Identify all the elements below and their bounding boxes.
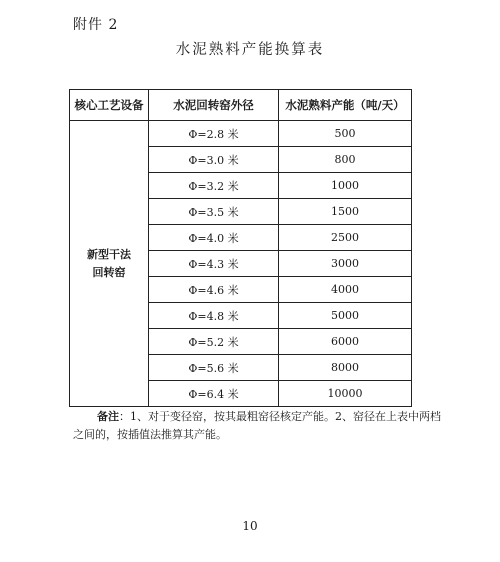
attachment-label: 附件 2: [73, 17, 119, 33]
capacity-cell: 10000: [279, 381, 412, 407]
diameter-cell: Φ=3.0 米: [149, 147, 279, 173]
note-label: 备注: [97, 410, 119, 423]
diameter-cell: Φ=4.6 米: [149, 277, 279, 303]
capacity-cell: 1000: [279, 173, 412, 199]
note-text: ：1、对于变径窑，按其最粗窑径核定产能。2、窑径在上表中两档之间的，按插值法推算其产能。: [73, 410, 441, 441]
process-line-1: 新型干法: [87, 247, 131, 261]
page-number: 10: [242, 519, 258, 533]
table-note: [73, 408, 443, 444]
table-row: [70, 121, 412, 147]
capacity-cell: 2500: [279, 225, 412, 251]
header-clinker-capacity: 水泥熟料产能（吨/天）: [279, 90, 412, 121]
capacity-cell: 1500: [279, 199, 412, 225]
capacity-conversion-table: [69, 89, 412, 407]
diameter-cell: Φ=4.0 米: [149, 225, 279, 251]
capacity-cell: 3000: [279, 251, 412, 277]
process-line-2: 回转窑: [92, 265, 126, 279]
page-title: 水泥熟料产能换算表: [175, 42, 325, 58]
header-kiln-diameter: 水泥回转窑外径: [149, 90, 279, 121]
diameter-cell: Φ=3.5 米: [149, 199, 279, 225]
capacity-cell: 6000: [279, 329, 412, 355]
capacity-cell: 5000: [279, 303, 412, 329]
capacity-cell: 4000: [279, 277, 412, 303]
process-cell: [70, 121, 149, 407]
diameter-cell: Φ=4.8 米: [149, 303, 279, 329]
capacity-cell: 500: [279, 121, 412, 147]
header-core-equipment: 核心工艺设备: [70, 90, 149, 121]
diameter-cell: Φ=5.6 米: [149, 355, 279, 381]
capacity-cell: 800: [279, 147, 412, 173]
diameter-cell: Φ=2.8 米: [149, 121, 279, 147]
diameter-cell: Φ=6.4 米: [149, 381, 279, 407]
table-header-row: [70, 90, 412, 121]
capacity-cell: 8000: [279, 355, 412, 381]
diameter-cell: Φ=5.2 米: [149, 329, 279, 355]
diameter-cell: Φ=4.3 米: [149, 251, 279, 277]
diameter-cell: Φ=3.2 米: [149, 173, 279, 199]
